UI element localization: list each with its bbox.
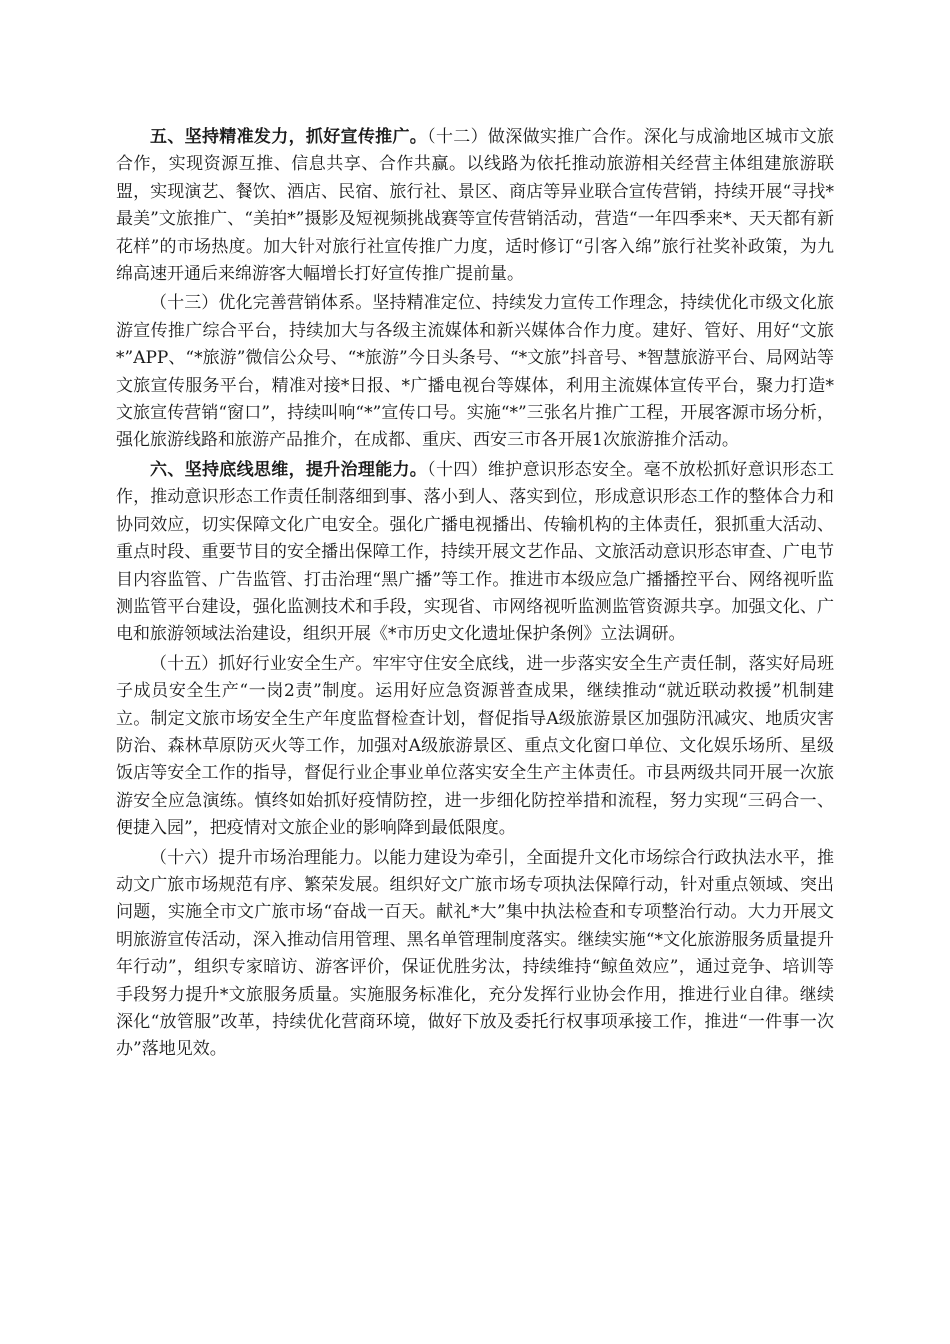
paragraph-text: （十四）维护意识形态安全。毫不放松抓好意识形态工作，推动意识形态工作责任制落细到事、落小到人、落实到位，形成意识形态工作的整体合力和协同效应，切实保障文化广电安全。强化广播电视播出、传输机构的主体责任，狠抓重大活动、重点时段、重要节目的安全播出保障工作，持续开展文艺作品、文旅活动意识形态审查、广电节目内容监管、广告监管、打击治理“黑广播”等工作。推进市本级应急广播播控平台、网络视听监测监管平台建设，强化监测技术和手段，实现省、市网络视听监测监管资源共享。加强文化、广电和旅游领域法治建设，组织开展《*市历史文化遗址保护条例》立法调研。 [116,459,835,645]
paragraph-text: （十三）优化完善营销体系。坚持精准定位、持续发力宣传工作理念，持续优化市级文化旅游宣传推广综合平台，持续加大与各级主流媒体和新兴媒体合作力度。建好、管好、用好“文旅*”APP、“*旅游”微信公众号、“*旅游”今日头条号、“*文旅”抖音号、*智慧旅游平台、局网站等文旅宣传服务平台，精准对接*日报、*广播电视台等媒体，利用主流媒体宣传平台，聚力打造*文旅宣传营销“窗口”，持续叫响“*”宣传口号。实施“*”三张名片推广工程，开展客源市场分析，强化旅游线路和旅游产品推介，在成都、重庆、西安三市各开展1次旅游推介活动。 [116,293,834,451]
paragraph-section-five [116,124,834,288]
paragraph-item-16 [116,845,834,1064]
section-heading: 五、坚持精准发力，抓好宣传推广。 [150,127,428,147]
paragraph-item-15 [116,651,834,843]
paragraph-item-13 [116,290,834,454]
section-heading: 六、坚持底线思维，提升治理能力。 [150,459,428,480]
paragraph-text: （十二）做深做实推广合作。深化与成渝地区城市文旅合作，实现资源互推、信息共享、合作共赢。以线路为依托推动旅游相关经营主体组建旅游联盟，实现演艺、餐饮、酒店、民宿、旅行社、景区、商店等异业联合宣传营销，持续开展“寻找*最美”文旅推广、“美拍*”摄影及短视频挑战赛等宣传营销活动，营造“一年四季来*、天天都有新花样”的市场热度。加大针对旅行社宣传推广力度，适时修订“引客入绵”旅行社奖补政策，为九绵高速开通后来绵游客大幅增长打好宣传推广提前量。 [116,127,835,285]
paragraph-text: （十五）抓好行业安全生产。牢牢守住安全底线，进一步落实安全生产责任制，落实好局班子成员安全生产“一岗2责”制度。运用好应急资源普查成果，继续推动“就近联动救援”机制建立。制定文旅市场安全生产年度监督检查计划，督促指导A级旅游景区加强防汛减灾、地质灾害防治、森林草原防灭火等工作，加强对A级旅游景区、重点文化窗口单位、文化娱乐场所、星级饭店等安全工作的指导，督促行业企事业单位落实安全生产主体责任。市县两级共同开展一次旅游安全应急演练。慎终如始抓好疫情防控，进一步细化防控举措和流程，努力实现“三码合一、便捷入园”，把疫情对文旅企业的影响降到最低限度。 [116,653,834,839]
paragraph-section-six [116,457,834,649]
paragraph-text: （十六）提升市场治理能力。以能力建设为牵引，全面提升文化市场综合行政执法水平，推动文广旅市场规范有序、繁荣发展。组织好文广旅市场专项执法保障行动，针对重点领域、突出问题，实施全市文广旅市场“奋战一百天。献礼*大”集中执法检查和专项整治行动。大力开展文明旅游宣传活动，深入推动信用管理、黑名单管理制度落实。继续实施“*文化旅游服务质量提升年行动”，组织专家暗访、游客评价，保证优胜劣汰，持续维持“鲸鱼效应”，通过竞争、培训等手段努力提升*文旅服务质量。实施服务标准化，充分发挥行业协会作用，推进行业自律。继续深化“放管服”改革，持续优化营商环境，做好下放及委托行权事项承接工作，推进“一件事一次办”落地见效。 [116,847,834,1060]
document-body [116,124,834,1066]
